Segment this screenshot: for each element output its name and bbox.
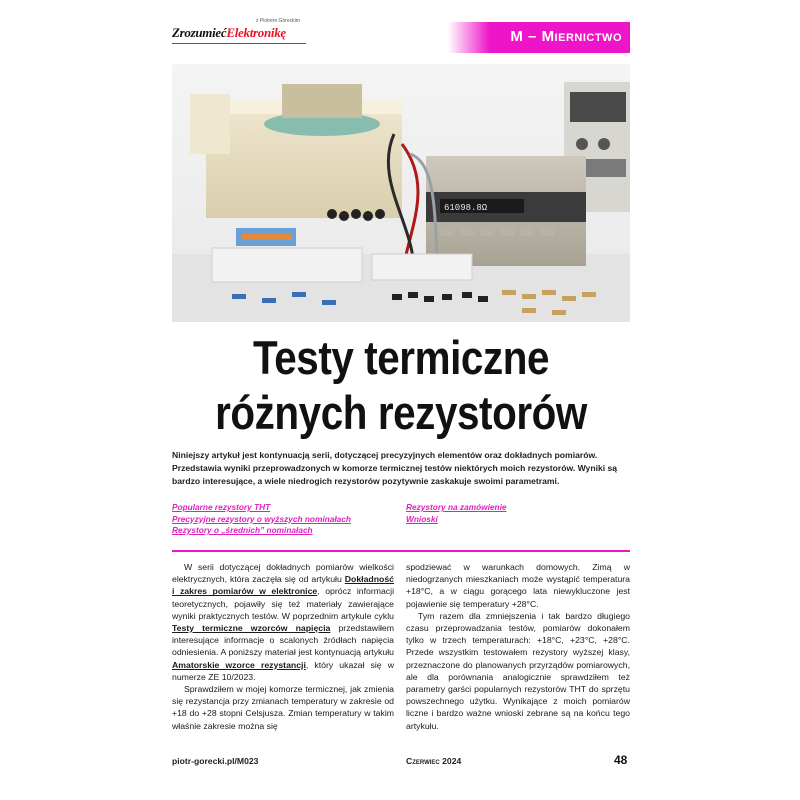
paragraph: W serii dotyczącej dokładnych pomiarów wielkości elektrycznych, która zaczęła się od artykułu Dokładność i zakres pomiarów w elektronice, oprócz informacji teoretycznych, pojawiły się też materiały zawierające wyniki praktycznych testów. W poprzednim artykule cyklu Testy termiczne wzorców napięcia przedstawiłem interesujące informacje o scalonych źródłach napięcia odniesienia. A poniższy materiał jest kontynuacją artykułu Amatorskie wzorce rezystancji, który ukazał się w numerze ZE 10/2023. [172, 562, 394, 682]
toc-link[interactable]: Rezystory o „średnich” nominałach [172, 525, 313, 535]
paragraph: Sprawdziłem w mojej komorze termicznej, jak zmienia się rezystancja przy zmianach temperatury w zakresie od +18 do +28 stopni Celsjusza. Zmian temperatury w takim właśnie zakresie można się [172, 684, 394, 731]
logo-subtitle: z Piotrem Góreckim [256, 18, 300, 24]
section-banner [350, 22, 630, 53]
logo-word-2: Elektronikę [226, 25, 286, 40]
article-link[interactable]: Testy termiczne wzorców napięcia [172, 623, 331, 634]
body-column-left [172, 561, 394, 732]
section-divider [172, 550, 630, 552]
toc-right [406, 502, 507, 525]
body-column-right [406, 561, 630, 732]
lab-equipment-illustration [172, 64, 630, 322]
page-number: 48 [614, 753, 628, 767]
logo-underline [172, 43, 306, 44]
logo-word-1: Zrozumieć [172, 25, 227, 40]
svg-text:61098.8Ω: 61098.8Ω [444, 203, 488, 213]
toc-link[interactable]: Precyzyjne rezystory o wyższych nominałach [172, 513, 351, 524]
paragraph: spodziewać w warunkach domowych. Zimą w niedogrzanych mieszkaniach może wystąpić temperatura +18°C, a w ciągu gorącego lata niewykluczone jest pojawienie się temperatury +28°C. [406, 562, 630, 609]
toc-link[interactable]: Rezystory na zamówienie [406, 502, 507, 512]
title-line-2: różnych rezystorów [215, 386, 587, 439]
footer-url[interactable]: piotr-gorecki.pl/M023 [172, 756, 259, 766]
paragraph: Tym razem dla zmniejszenia i tak bardzo długiego czasu przeprowadzania testów, pomiarów dokonałem tylko w trzech temperaturach: +18°C, +23°C, +28°C. Przede wszystkim testowałem rezystory wyższej klasy, przeznaczone do planowanych przyrządów pomiarowych, ale dla porównania analogicznie sprawdziłem też parametry garści popularnych rezystorów THT do sprzętu powszechnego użytku. Wynikające z moich pomiarów liczne i bardzo ważne wnioski zebrane są na końcu tego artykułu. [406, 610, 630, 731]
article-link[interactable]: Amatorskie wzorce rezystancji [172, 659, 306, 670]
toc-left [172, 502, 351, 537]
toc-link[interactable]: Popularne rezystory THT [172, 502, 271, 512]
footer-issue: Czerwiec 2024 [406, 756, 462, 766]
article-title [204, 330, 598, 440]
article-lead: Niniejszy artykuł jest kontynuacją serii, dotyczącej precyzyjnych elementów oraz dokładnych pomiarów. Przedstawia wyniki przeprowadzonych w komorze termicznej testów niektórych moich rezystorów. Wyniki są bardzo interesujące, a wiele niedrogich rezystorów pozytywnie zaskakuje swoimi parametrami. [172, 450, 618, 487]
magazine-logo [172, 18, 312, 46]
lab-photo [172, 64, 630, 322]
toc-link[interactable]: Wnioski [406, 513, 438, 524]
title-line-1: Testy termiczne [252, 331, 550, 384]
section-title: M – Miernictwo [510, 28, 622, 45]
article-link[interactable]: Dokładność i zakres pomiarów w elektronice [172, 574, 394, 597]
